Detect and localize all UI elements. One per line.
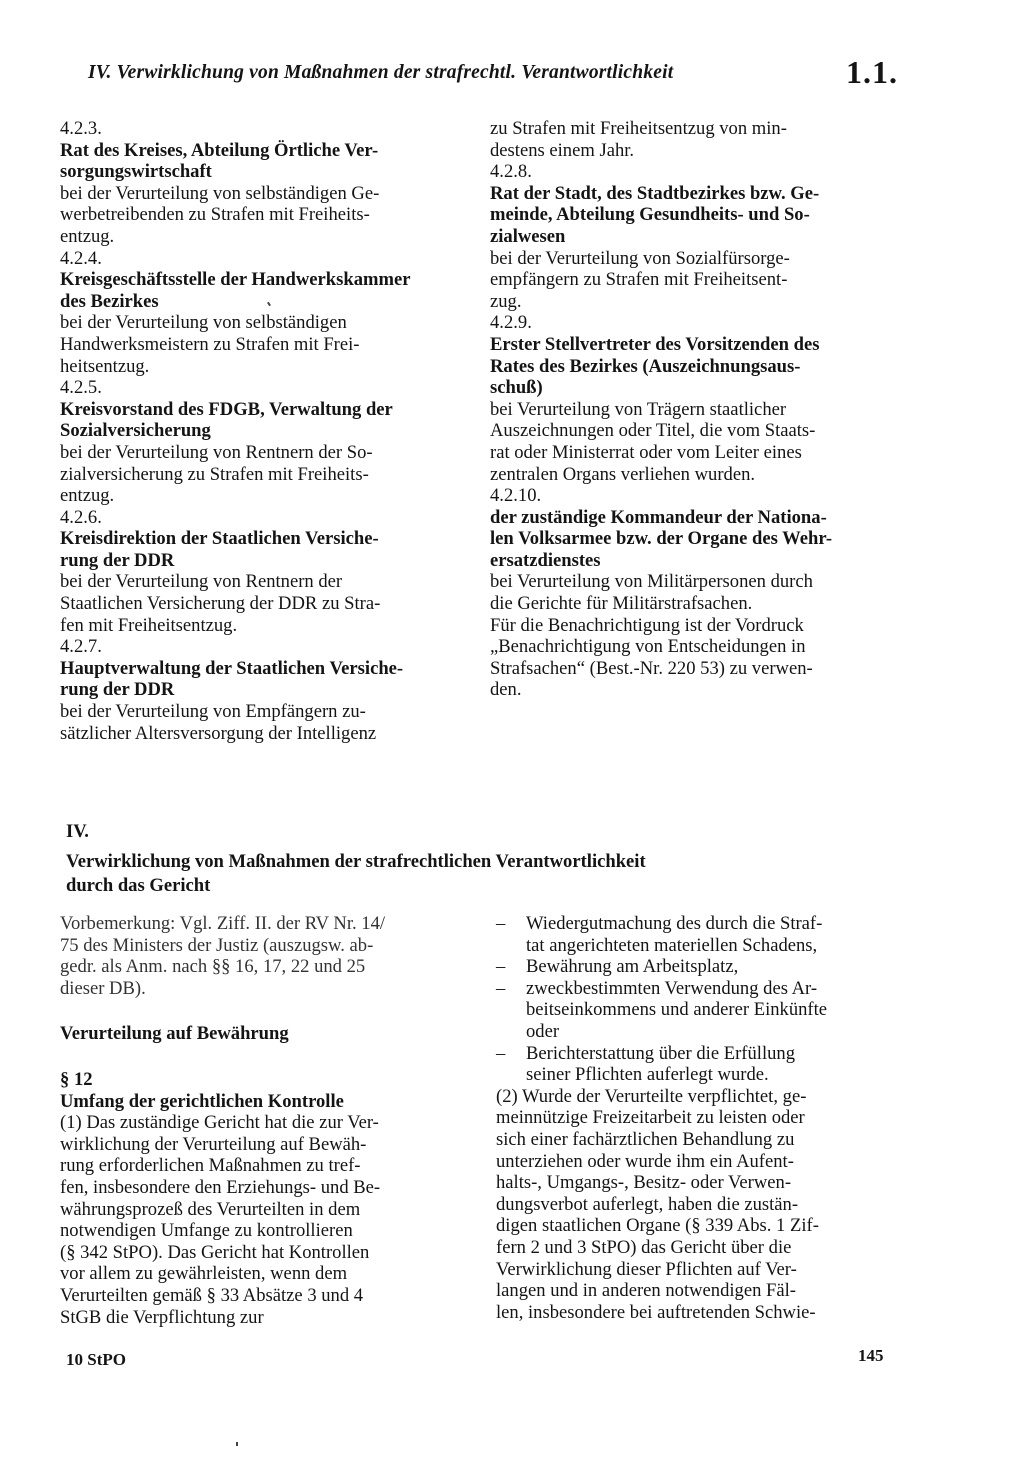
entry-number: 4.2.6.	[60, 506, 102, 528]
paragraph-body	[496, 1086, 898, 1324]
body-line: len, insbesondere bei auftretenden Schwie-	[496, 1301, 816, 1323]
paragraph-sign: § 12	[60, 1068, 93, 1090]
dash-bullet: –	[496, 956, 506, 978]
entry-number: 4.2.9.	[490, 312, 532, 334]
body-line: langen und in anderen notwendigen Fäl-	[496, 1280, 796, 1302]
entry-text-line: bei der Verurteilung von Empfängern zu-	[60, 701, 366, 723]
entry-heading-line: sorgungswirtschaft	[60, 161, 212, 183]
entry-heading-line: Rates des Bezirkes (Auszeichnungsaus-	[490, 355, 801, 377]
entry-heading-line: len Volksarmee bzw. der Organe des Wehr-	[490, 528, 833, 550]
section-title-line: Verwirklichung von Maßnahmen der strafrechtlichen Verantwortlichkeit	[66, 851, 646, 872]
entry-text-line: „Benachrichtigung von Entscheidungen in	[490, 636, 806, 658]
body-line: dungsverbot auferlegt, haben die zustän-	[496, 1193, 799, 1215]
entry-heading-line: rung der DDR	[60, 549, 175, 571]
remark-line: 75 des Ministers der Justiz (auszugsw. ab-	[60, 934, 374, 956]
body-line: fern 2 und 3 StPO) das Gericht über die	[496, 1236, 792, 1258]
dash-list-item	[496, 956, 898, 978]
entry-heading-line: schuß)	[490, 377, 543, 399]
entry-text-line: zug.	[490, 290, 522, 312]
remark-line: dieser DB).	[60, 977, 146, 999]
body-line: StGB die Verpflichtung zur	[60, 1306, 264, 1328]
entry-text-line: die Gerichte für Militärstrafsachen.	[490, 593, 753, 615]
running-header-title: IV. Verwirklichung von Maßnahmen der strafrechtl. Verantwortlichkeit	[88, 62, 674, 83]
body-line: wirklichung der Verurteilung auf Bewäh-	[60, 1133, 367, 1155]
entry-number: 4.2.3.	[60, 118, 102, 139]
entry-text-line: bei Verurteilung von Militärpersonen durch	[490, 571, 813, 593]
bottom-right-column	[496, 913, 898, 1323]
entry-heading-line: Sozialversicherung	[60, 420, 211, 442]
entry-text-line: bei der Verurteilung von Sozialfürsorge-	[490, 247, 790, 269]
dash-list-item	[496, 978, 898, 1043]
remark-line: Vorbemerkung: Vgl. Ziff. II. der RV Nr. 14/	[60, 913, 386, 934]
dash-item-line: tat angerichteten materiellen Schadens,	[526, 934, 818, 956]
body-line: währungsprozeß des Verurteilten in dem	[60, 1198, 361, 1220]
body-line: (§ 342 StPO). Das Gericht hat Kontrollen	[60, 1241, 370, 1263]
print-speck	[236, 1442, 238, 1446]
body-line: halts-, Umgangs-, Besitz- oder Verwen-	[496, 1172, 792, 1194]
dash-list	[496, 913, 898, 1086]
body-line: (1) Das zuständige Gericht hat die zur Ver-	[60, 1112, 379, 1134]
entry-text-line: bei der Verurteilung von selbständigen Ge-	[60, 182, 380, 204]
entry-text-line: fen mit Freiheitsentzug.	[60, 614, 238, 636]
section-number: 1.1.	[846, 54, 898, 90]
body-line: vor allem zu gewährleisten, wenn dem	[60, 1263, 348, 1285]
body-line: rung erforderlichen Maßnahmen zu tref-	[60, 1155, 361, 1177]
dash-item-line: seiner Pflichten auferlegt wurde.	[526, 1064, 769, 1086]
entry-text-line: den.	[490, 679, 522, 701]
entry-text-line: Für die Benachrichtigung ist der Vordruck	[490, 614, 804, 636]
body-line: Verurteilten gemäß § 33 Absätze 3 und 4	[60, 1284, 364, 1306]
entry-text-line: empfängern zu Strafen mit Freiheitsent-	[490, 269, 788, 291]
entry-heading-line: Kreisgeschäftsstelle der Handwerkskammer	[60, 269, 411, 291]
body-line: unterziehen oder wurde ihm ein Aufent-	[496, 1150, 794, 1172]
dash-item-line: Berichterstattung über die Erfüllung	[526, 1042, 796, 1064]
entry-heading-line: ersatzdienstes	[490, 549, 601, 571]
entry-heading-line: Rat des Kreises, Abteilung Örtliche Ver-	[60, 139, 379, 161]
body-line: (2) Wurde der Verurteilte verpflichtet, ge-	[496, 1085, 807, 1107]
entry-heading-line: Kreisdirektion der Staatlichen Versiche-	[60, 528, 379, 550]
entry-heading-line: Rat der Stadt, des Stadtbezirkes bzw. Ge-	[490, 182, 820, 204]
entry-text-line: entzug.	[60, 225, 115, 247]
dash-item-line: oder	[526, 1020, 560, 1042]
left-column	[60, 118, 460, 744]
bottom-left-column	[60, 913, 462, 1328]
entry-number: 4.2.5.	[60, 377, 102, 399]
dash-item-line: Bewährung am Arbeitsplatz,	[526, 956, 739, 978]
section-roman-number: IV.	[66, 821, 89, 842]
body-line: digen staatlichen Organe (§ 339 Abs. 1 Zif-	[496, 1215, 819, 1237]
body-line: meinnützige Freizeitarbeit zu leisten oder	[496, 1107, 805, 1129]
entry-text-line: rat oder Ministerrat oder vom Leiter eines	[490, 441, 802, 463]
entry-heading-line: rung der DDR	[60, 679, 175, 701]
entry-text-line: entzug.	[60, 485, 115, 507]
page-number: 145	[858, 1346, 884, 1365]
right-column	[490, 118, 892, 701]
entry-heading-line: meinde, Abteilung Gesundheits- und So-	[490, 204, 810, 226]
entry-text-line: Strafsachen“ (Best.-Nr. 220 53) zu verwen-	[490, 657, 813, 679]
subheading: Verurteilung auf Bewährung	[60, 1023, 289, 1045]
entry-text-line: zu Strafen mit Freiheitsentzug von min-	[490, 118, 787, 139]
entry-text-line: bei der Verurteilung von selbständigen	[60, 312, 347, 334]
dash-bullet: –	[496, 1042, 506, 1064]
body-line: Verwirklichung dieser Pflichten auf Ver-	[496, 1258, 797, 1280]
body-line: sich einer fachärztlichen Behandlung zu	[496, 1128, 795, 1150]
entry-text-line: zentralen Organs verliehen wurden.	[490, 463, 756, 485]
entry-heading-line: Erster Stellvertreter des Vorsitzenden des	[490, 333, 820, 355]
entry-text-line: Auszeichnungen oder Titel, die vom Staats-	[490, 420, 816, 442]
dash-list-item	[496, 1043, 898, 1086]
entry-text-line: werbetreibenden zu Strafen mit Freiheits-	[60, 204, 370, 226]
dash-item-line: zweckbestimmten Verwendung des Ar-	[526, 977, 818, 999]
entry-heading-line: Hauptverwaltung der Staatlichen Versiche-	[60, 657, 404, 679]
footer-signature: 10 StPO	[66, 1350, 126, 1369]
section-heading	[66, 820, 786, 898]
dash-item-line: Wiedergutmachung des durch die Straf-	[526, 913, 823, 934]
dash-bullet: –	[496, 977, 506, 999]
entry-text-line: Staatlichen Versicherung der DDR zu Stra-	[60, 593, 381, 615]
body-line: fen, insbesondere den Erziehungs- und Be-	[60, 1176, 381, 1198]
body-line: notwendigen Umfange zu kontrollieren	[60, 1220, 353, 1242]
entry-text-line: bei der Verurteilung von Rentnern der So-	[60, 441, 373, 463]
entry-text-line: destens einem Jahr.	[490, 139, 635, 161]
dash-bullet: –	[496, 913, 506, 934]
remark-line: gedr. als Anm. nach §§ 16, 17, 22 und 25	[60, 956, 366, 978]
entry-text-line: bei Verurteilung von Trägern staatlicher	[490, 398, 787, 420]
entry-text-line: zialversicherung zu Strafen mit Freiheits-	[60, 463, 369, 485]
entry-number: 4.2.10.	[490, 485, 542, 507]
paragraph-title: Umfang der gerichtlichen Kontrolle	[60, 1090, 344, 1112]
entry-heading-line: zialwesen	[490, 225, 566, 247]
entry-text-line: sätzlicher Altersversorgung der Intelligenz	[60, 722, 377, 744]
entry-number: 4.2.8.	[490, 161, 532, 183]
entry-text-line: bei der Verurteilung von Rentnern der	[60, 571, 343, 593]
entry-text-line: heitsentzug.	[60, 355, 150, 377]
entry-heading-line: der zuständige Kommandeur der Nationa-	[490, 506, 827, 528]
dash-list-item	[496, 913, 898, 956]
paragraph-body	[60, 1112, 462, 1328]
preliminary-remark	[60, 913, 462, 999]
entry-heading-line: Kreisvorstand des FDGB, Verwaltung der	[60, 398, 393, 420]
section-title-line: durch das Gericht	[66, 875, 211, 896]
entry-number: 4.2.7.	[60, 636, 102, 658]
dash-item-line: beitseinkommens und anderer Einkünfte	[526, 999, 828, 1021]
entry-number: 4.2.4.	[60, 247, 102, 269]
entry-heading-line: des Bezirkes	[60, 290, 159, 312]
entry-text-line: Handwerksmeistern zu Strafen mit Frei-	[60, 333, 360, 355]
